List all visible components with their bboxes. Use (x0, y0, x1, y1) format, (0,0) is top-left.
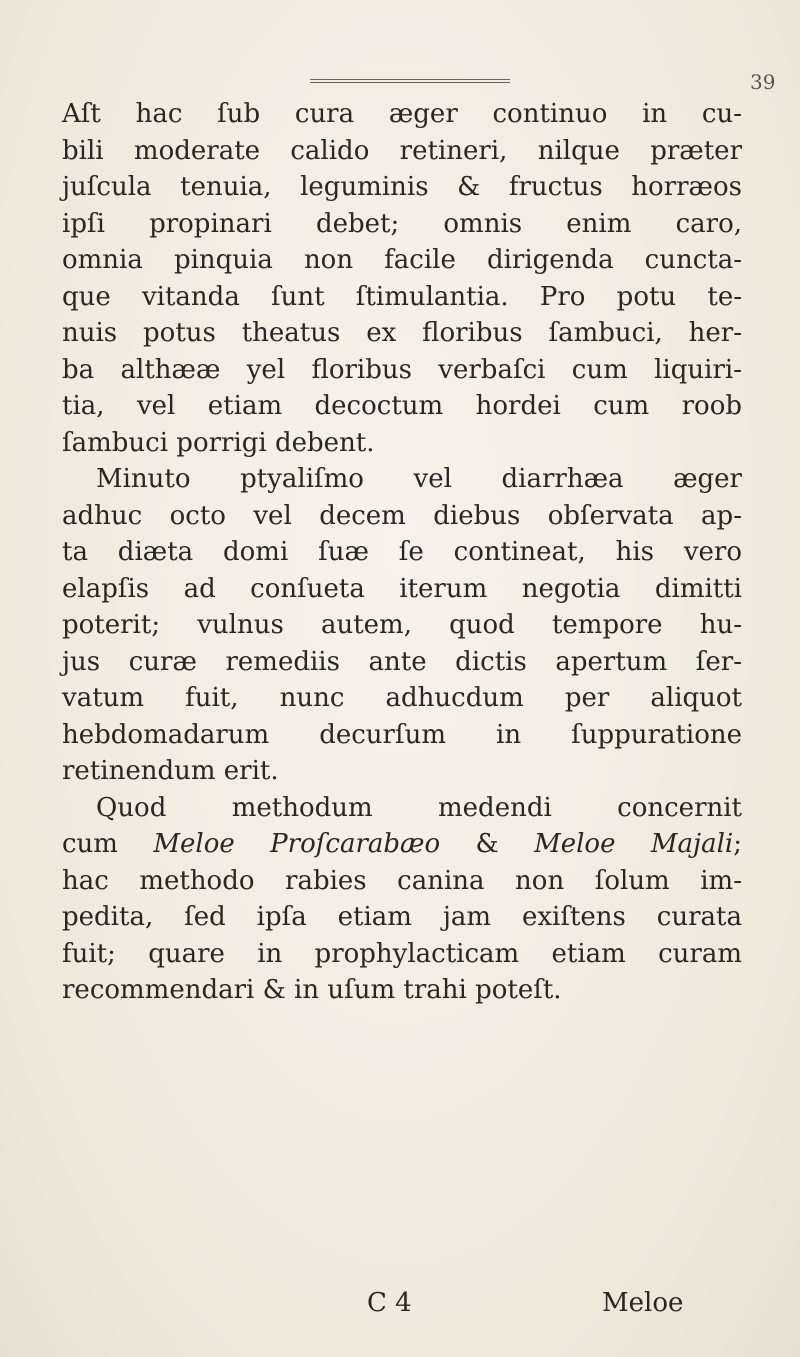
text-line: poterit; vulnus autem, quod tempore hu- (62, 610, 742, 640)
text-line: que vitanda ſunt ſtimulantia. Pro potu te- (62, 281, 742, 312)
body-text (62, 96, 742, 1009)
species-name: Meloe Proſcarabæo (153, 829, 441, 859)
text-line: tia, vel etiam decoctum hordei cum roob (62, 391, 742, 421)
text-line: omnia pinquia non facile dirigenda cuncta- (62, 245, 742, 275)
text-line: adhuc octo vel decem diebus obſervata ap- (62, 500, 742, 531)
text-line: nuis potus theatus ex floribus ſambuci, her- (62, 318, 742, 348)
text-line: jus curæ remediis ante dictis apertum ſer- (62, 646, 742, 677)
text-line: Minuto ptyaliſmo vel diarrhæa æger (96, 464, 742, 494)
text-line: recommendari & in uſum trahi poteſt. (62, 975, 562, 1005)
text-line: juſcula tenuia, leguminis & fructus horræos (62, 172, 742, 202)
text-line: pedita, ſed ipſa etiam jam exiſtens curata (62, 902, 742, 932)
text-line-species (62, 826, 742, 863)
line-mid: & (440, 829, 535, 859)
text-line: hac methodo rabies canina non ſolum im- (62, 865, 742, 896)
text-line: fuit; quare in prophylacticam etiam curam (62, 938, 742, 969)
line-prefix: cum (62, 829, 154, 859)
text-line: retinendum erit. (62, 756, 279, 786)
text-line: ſambuci porrigi debent. (62, 427, 375, 458)
text-line: vatum fuit, nunc adhucdum per aliquot (62, 683, 742, 713)
text-line: hebdomadarum decurſum in ſuppuratione (62, 719, 742, 750)
text-line: bili moderate calido retineri, nilque præter (62, 135, 742, 166)
text-line: Aſt hac ſub cura æger continuo in cu- (62, 99, 742, 129)
species-name: Meloe Majali (534, 829, 734, 859)
text-line: ipſi propinari debet; omnis enim caro, (62, 208, 742, 239)
text-line: Quod methodum medendi concernit (96, 792, 742, 823)
signature-mark: C 4 (367, 1288, 412, 1318)
line-suffix: ; (733, 829, 742, 859)
text-line: ta diæta domi ſuæ ſe contineat, his vero (62, 537, 742, 567)
page-number: 39 (750, 70, 776, 94)
text-line: elapſis ad conſueta iterum negotia dimitti (62, 573, 742, 604)
header-rule (310, 79, 510, 83)
text-line: ba althææ yel floribus verbaſci cum liquiri- (62, 354, 742, 385)
catchword: Meloe (602, 1288, 684, 1318)
